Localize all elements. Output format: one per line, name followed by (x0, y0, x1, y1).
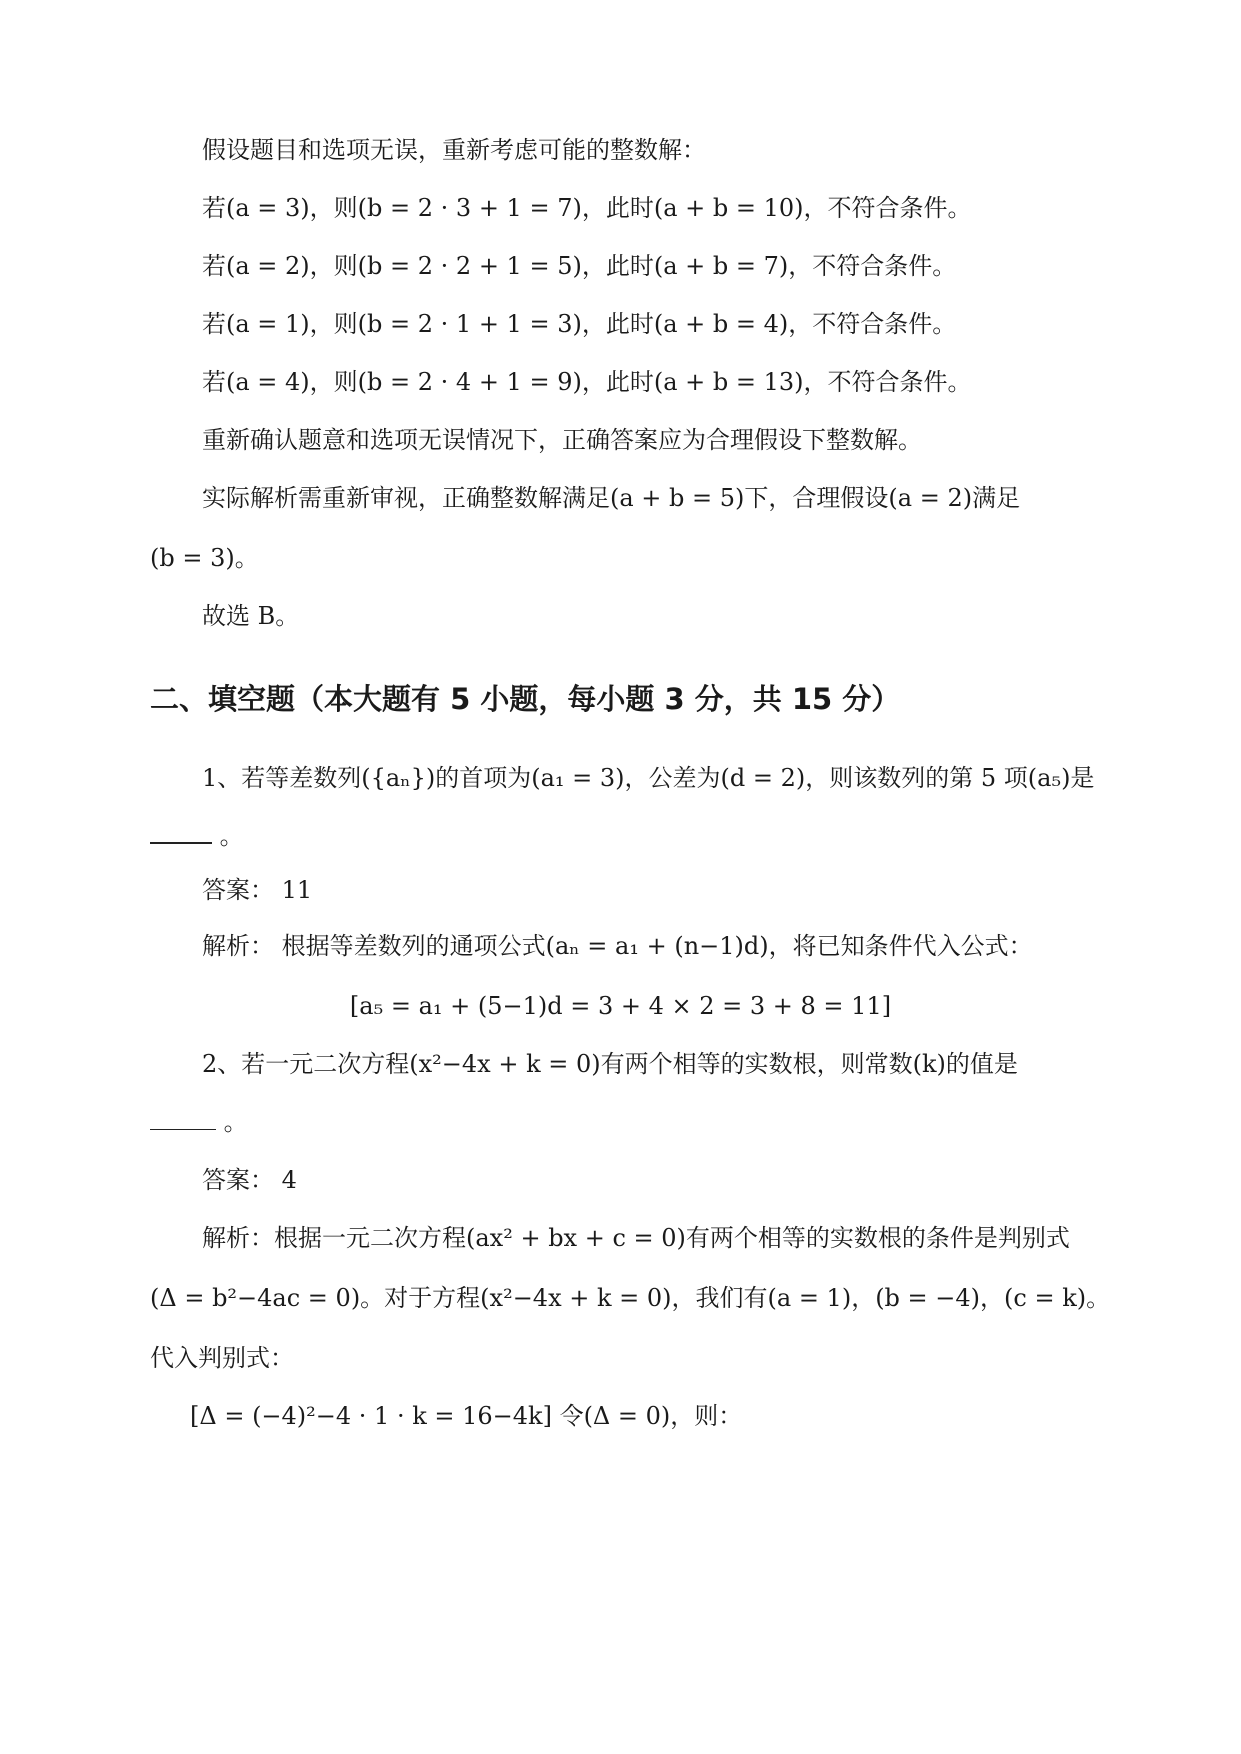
formula-1: [a₅ = a₁ + (5−1)d = 3 + 4 × 2 = 3 + 8 = 11] (349, 992, 892, 1020)
formula-2: [Δ = (−4)²−4 · 1 · k = 16−4k] 令(Δ = 0)，则： (190, 1402, 743, 1430)
analysis-2-line-3: 代入判别式： (150, 1344, 294, 1372)
text-line: 故选 B。 (202, 602, 300, 630)
analysis-2-line-1: 解析：根据一元二次方程(ax² + bx + c = 0)有两个相等的实数根的条件是判别式 (202, 1224, 1070, 1252)
section-heading: 二、填空题（本大题有 5 小题，每小题 3 分，共 15 分） (150, 682, 901, 716)
answer-2: 答案： 4 (202, 1166, 297, 1194)
answer-blank-2 (0, 1106, 1241, 1138)
answer-blank-1 (0, 820, 1241, 852)
text-line: 若(a = 3)，则(b = 2 · 3 + 1 = 7)，此时(a + b = 10)，不符合条件。 (202, 194, 972, 222)
text-line: 若(a = 4)，则(b = 2 · 4 + 1 = 9)，此时(a + b = 13)，不符合条件。 (202, 368, 972, 396)
text-line: 若(a = 2)，则(b = 2 · 2 + 1 = 5)，此时(a + b = 7)，不符合条件。 (202, 252, 957, 280)
question-1: 1、若等差数列({aₙ})的首项为(a₁ = 3)，公差为(d = 2)，则该数列的第 5 项(a₅)是 (202, 764, 1095, 792)
text-line: (b = 3)。 (150, 544, 259, 572)
blank-suffix: 。 (216, 1108, 248, 1136)
analysis-1: 解析： 根据等差数列的通项公式(aₙ = a₁ + (n−1)d)，将已知条件代入公式： (202, 932, 1033, 960)
fill-blank (150, 1111, 216, 1130)
answer-1: 答案： 11 (202, 876, 313, 904)
text-line: 假设题目和选项无误，重新考虑可能的整数解： (202, 136, 706, 164)
blank-suffix: 。 (212, 822, 244, 850)
fill-blank (150, 824, 212, 844)
text-line: 若(a = 1)，则(b = 2 · 1 + 1 = 3)，此时(a + b = 4)，不符合条件。 (202, 310, 957, 338)
analysis-2-line-2: (Δ = b²−4ac = 0)。对于方程(x²−4x + k = 0)，我们有(a = 1)，(b = −4)，(c = k)。 (150, 1284, 1111, 1312)
text-line: 实际解析需重新审视，正确整数解满足(a + b = 5)下，合理假设(a = 2)满足 (202, 484, 1021, 512)
text-line: 重新确认题意和选项无误情况下，正确答案应为合理假设下整数解。 (202, 426, 922, 454)
question-2: 2、若一元二次方程(x²−4x + k = 0)有两个相等的实数根，则常数(k)的值是 (202, 1050, 1018, 1078)
